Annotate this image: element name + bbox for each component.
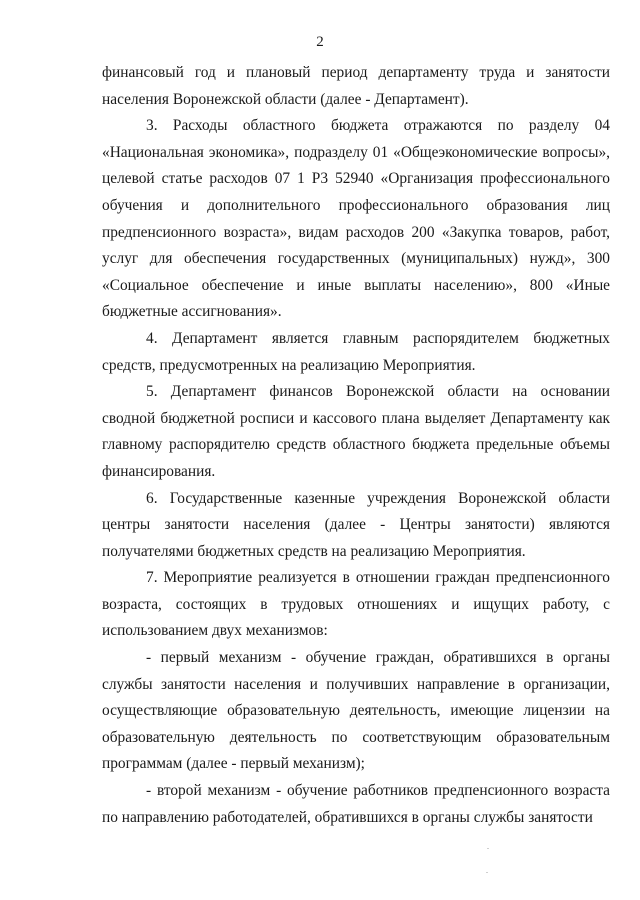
paragraph-7-mechanisms: 7. Мероприятие реализуется в отношении граждан предпенсионного возраста, состоящих в трудовых отношениях и ищущих работу, с использованием двух механизмов: [102, 569, 610, 640]
paragraph-3-budget-expenses: 3. Расходы областного бюджета отражаются по разделу 04 «Национальная экономика», подразделу 01 «Общеэкономические вопросы», целевой статье расходов 07 1 Р3 52940 «Организация профессионального обучения и дополнительного профессионального образования лиц предпенсионного возраста», видам расходов 200 «Закупка товаров, работ, услуг для обеспечения государственных (муниципальных) нужд», 300 «Социальное обеспечение и иные выплаты населению», 800 «Иные бюджетные ассигнования». [102, 117, 610, 321]
paragraph-first-mechanism: - первый механизм - обучение граждан, обратившихся в органы службы занятости населения и получивших направление в организации, осуществляющие образовательную деятельность, имеющие лицензии на образовательную деятельность по соответствующим образовательным программам (далее - первый механизм); [102, 649, 610, 773]
page-number: 2 [316, 34, 324, 50]
paragraph-6-employment-centers: 6. Государственные казенные учреждения Воронежской области центры занятости населения (далее - Центры занятости) являются получателями бюджетных средств на реализацию Мероприятия. [102, 489, 610, 560]
paragraph-4-chief-administrator: 4. Департамент является главным распорядителем бюджетных средств, предусмотренных на реализацию Мероприятия. [102, 329, 610, 374]
document-body [102, 60, 610, 831]
paragraph-second-mechanism: - второй механизм - обучение работников предпенсионного возраста по направлению работодателей, обратившихся в органы службы занятости [102, 782, 610, 826]
paragraph-5-finance-department: 5. Департамент финансов Воронежской области на основании сводной бюджетной росписи и кассового плана выделяет Департаменту как главному распорядителю средств областного бюджета предельные объемы финансирования. [102, 383, 610, 480]
scan-speck [486, 872, 488, 873]
scan-speck [487, 848, 489, 849]
paragraph-continuation: финансовый год и плановый период департаменту труда и занятости населения Воронежской области (далее - Департамент). [102, 64, 610, 108]
